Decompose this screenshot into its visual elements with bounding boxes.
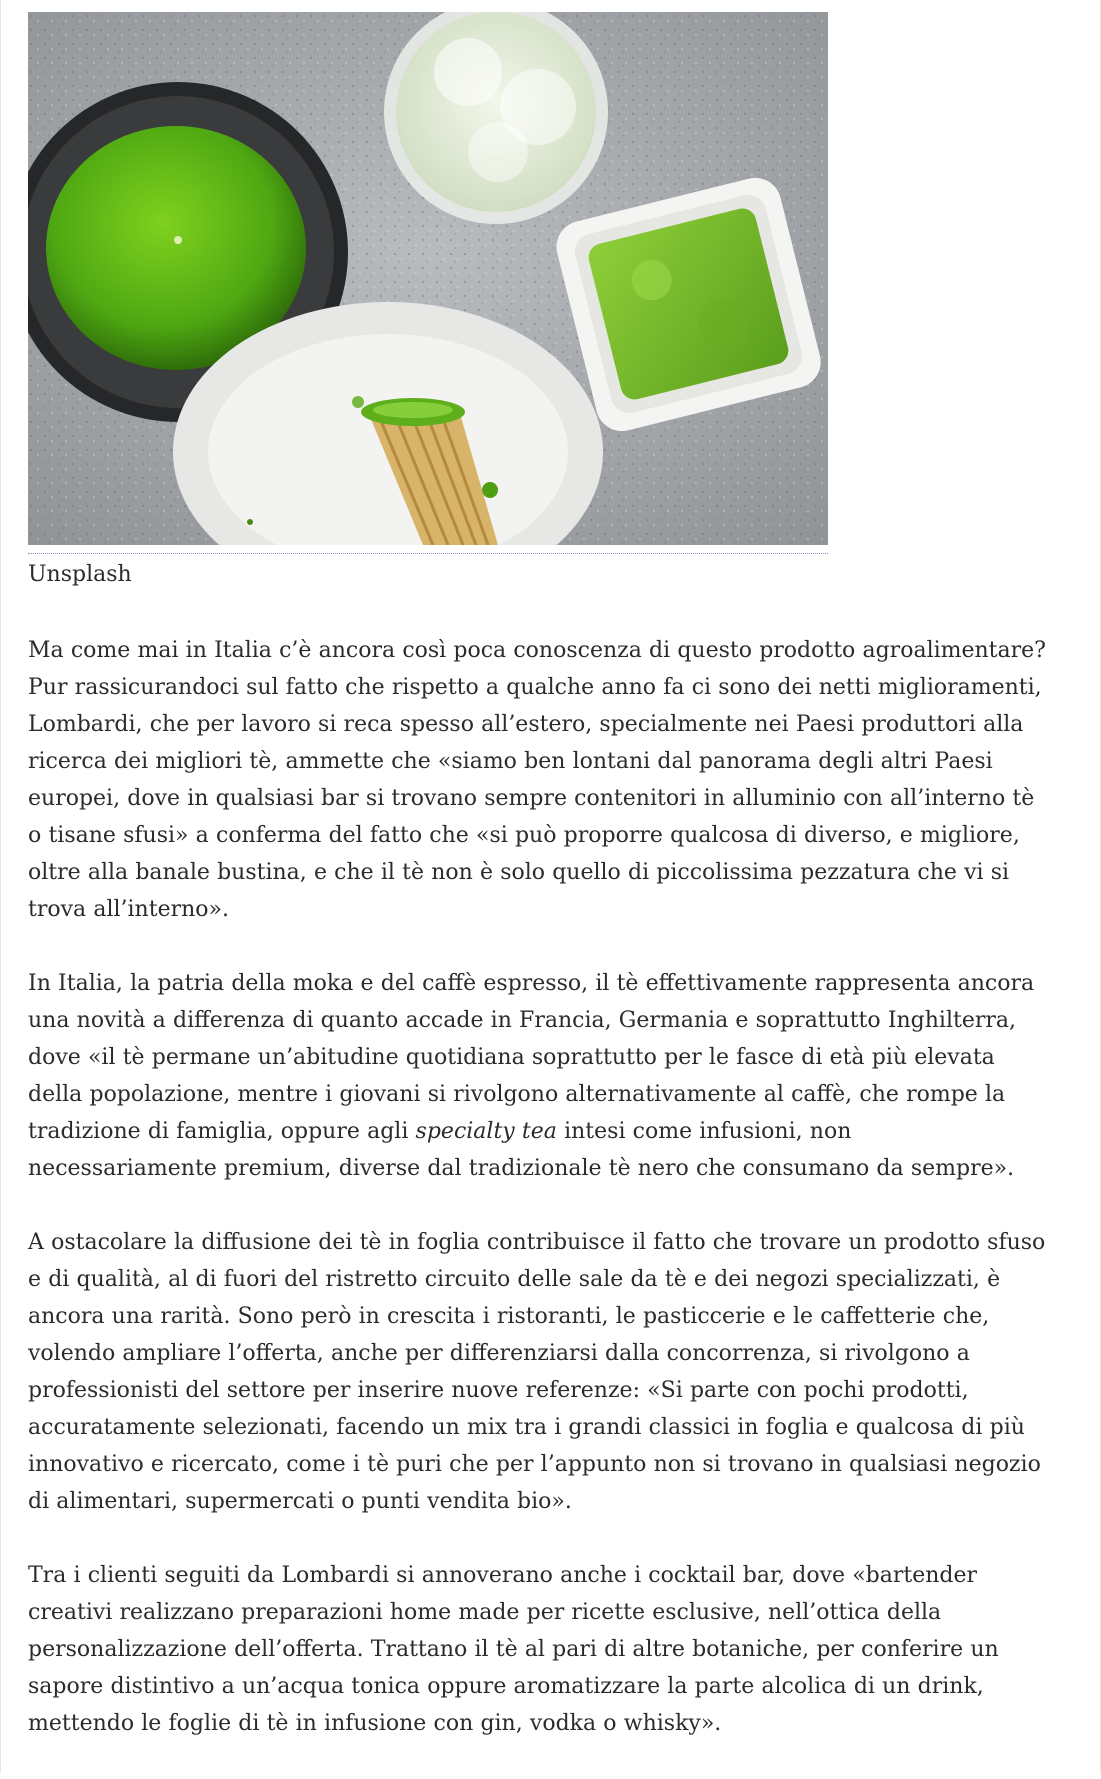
text-line: Lombardi, che per lavoro si reca spesso all’estero, specialmente nei Paesi produttori alla — [28, 712, 1024, 737]
text-line: della popolazione, mentre i giovani si rivolgono alternativamente al caffè, che rompe la — [28, 1082, 1006, 1107]
article-body — [28, 632, 1078, 1779]
text-line: europei, dove in qualsiasi bar si trovano sempre contenitori in alluminio con all’interno tè — [28, 786, 1035, 811]
text-line: dove «il tè permane un’abitudine quotidiana soprattutto per le fasce di età più elevata — [28, 1045, 995, 1070]
text-line: sapore distintivo a un’acqua tonica oppure aromatizzare la parte alcolica di un drink, — [28, 1674, 984, 1699]
paragraph-3 — [28, 1224, 1078, 1520]
text-line: personalizzazione dell’offerta. Trattano il tè al pari di altre botaniche, per conferire un — [28, 1637, 999, 1662]
text-line: Pur rassicurandoci sul fatto che rispetto a qualche anno fa ci sono dei netti miglioramenti, — [28, 675, 1042, 700]
text-line: una novità a differenza di quanto accade in Francia, Germania e soprattutto Inghilterra, — [28, 1008, 1017, 1033]
text-line-with-emphasis — [28, 1113, 1078, 1150]
photo-caption: Unsplash — [28, 562, 132, 587]
paragraph-4 — [28, 1557, 1078, 1742]
text-line: ricerca dei migliori tè, ammette che «siamo ben lontani dal panorama degli altri Paesi — [28, 749, 993, 774]
text-line: innovativo e ricercato, come i tè puri che per l’appunto non si trovano in qualsiasi negozio — [28, 1452, 1041, 1477]
text-segment: intesi come infusioni, non — [556, 1119, 852, 1144]
text-line: oltre alla banale bustina, e che il tè non è solo quello di piccolissima pezzatura che vi si — [28, 860, 1010, 885]
matcha-tea-photo — [28, 12, 828, 545]
text-line: In Italia, la patria della moka e del caffè espresso, il tè effettivamente rappresenta ancora — [28, 971, 1035, 996]
text-line: accuratamente selezionati, facendo un mix tra i grandi classici in foglia e qualcosa di più — [28, 1415, 1025, 1440]
emphasis-specialty-tea: specialty tea — [415, 1119, 557, 1144]
text-line: trova all’interno». — [28, 897, 229, 922]
text-line: volendo ampliare l’offerta, anche per differenziarsi dalla concorrenza, si rivolgono a — [28, 1341, 970, 1366]
article-figure — [28, 12, 828, 590]
photo-divider — [28, 553, 828, 554]
text-line: necessariamente premium, diverse dal tradizionale tè nero che consumano da sempre». — [28, 1156, 1015, 1181]
text-line: e di qualità, al di fuori del ristretto circuito delle sale da tè e dei negozi specializzati, è — [28, 1267, 1001, 1292]
text-segment: tradizione di famiglia, oppure agli — [28, 1119, 416, 1144]
text-line: o tisane sfusi» a conferma del fatto che «si può proporre qualcosa di diverso, e migliore, — [28, 823, 1020, 848]
text-line: mettendo le foglie di tè in infusione con gin, vodka o whisky». — [28, 1711, 722, 1736]
paragraph-2 — [28, 965, 1078, 1187]
text-line: Tra i clienti seguiti da Lombardi si annoverano anche i cocktail bar, dove «bartender — [28, 1563, 978, 1588]
text-line: di alimentari, supermercati o punti vendita bio». — [28, 1489, 572, 1514]
paragraph-1 — [28, 632, 1078, 928]
text-line: creativi realizzano preparazioni home made per ricette esclusive, nell’ottica della — [28, 1600, 942, 1625]
text-line: professionisti del settore per inserire nuove referenze: «Si parte con pochi prodotti, — [28, 1378, 969, 1403]
text-line: ancora una rarità. Sono però in crescita i ristoranti, le pasticcerie e le caffetterie che, — [28, 1304, 990, 1329]
text-line: Ma come mai in Italia c’è ancora così poca conoscenza di questo prodotto agroalimentare? — [28, 638, 1046, 663]
text-line: A ostacolare la diffusione dei tè in foglia contribuisce il fatto che trovare un prodotto sfuso — [28, 1230, 1046, 1255]
